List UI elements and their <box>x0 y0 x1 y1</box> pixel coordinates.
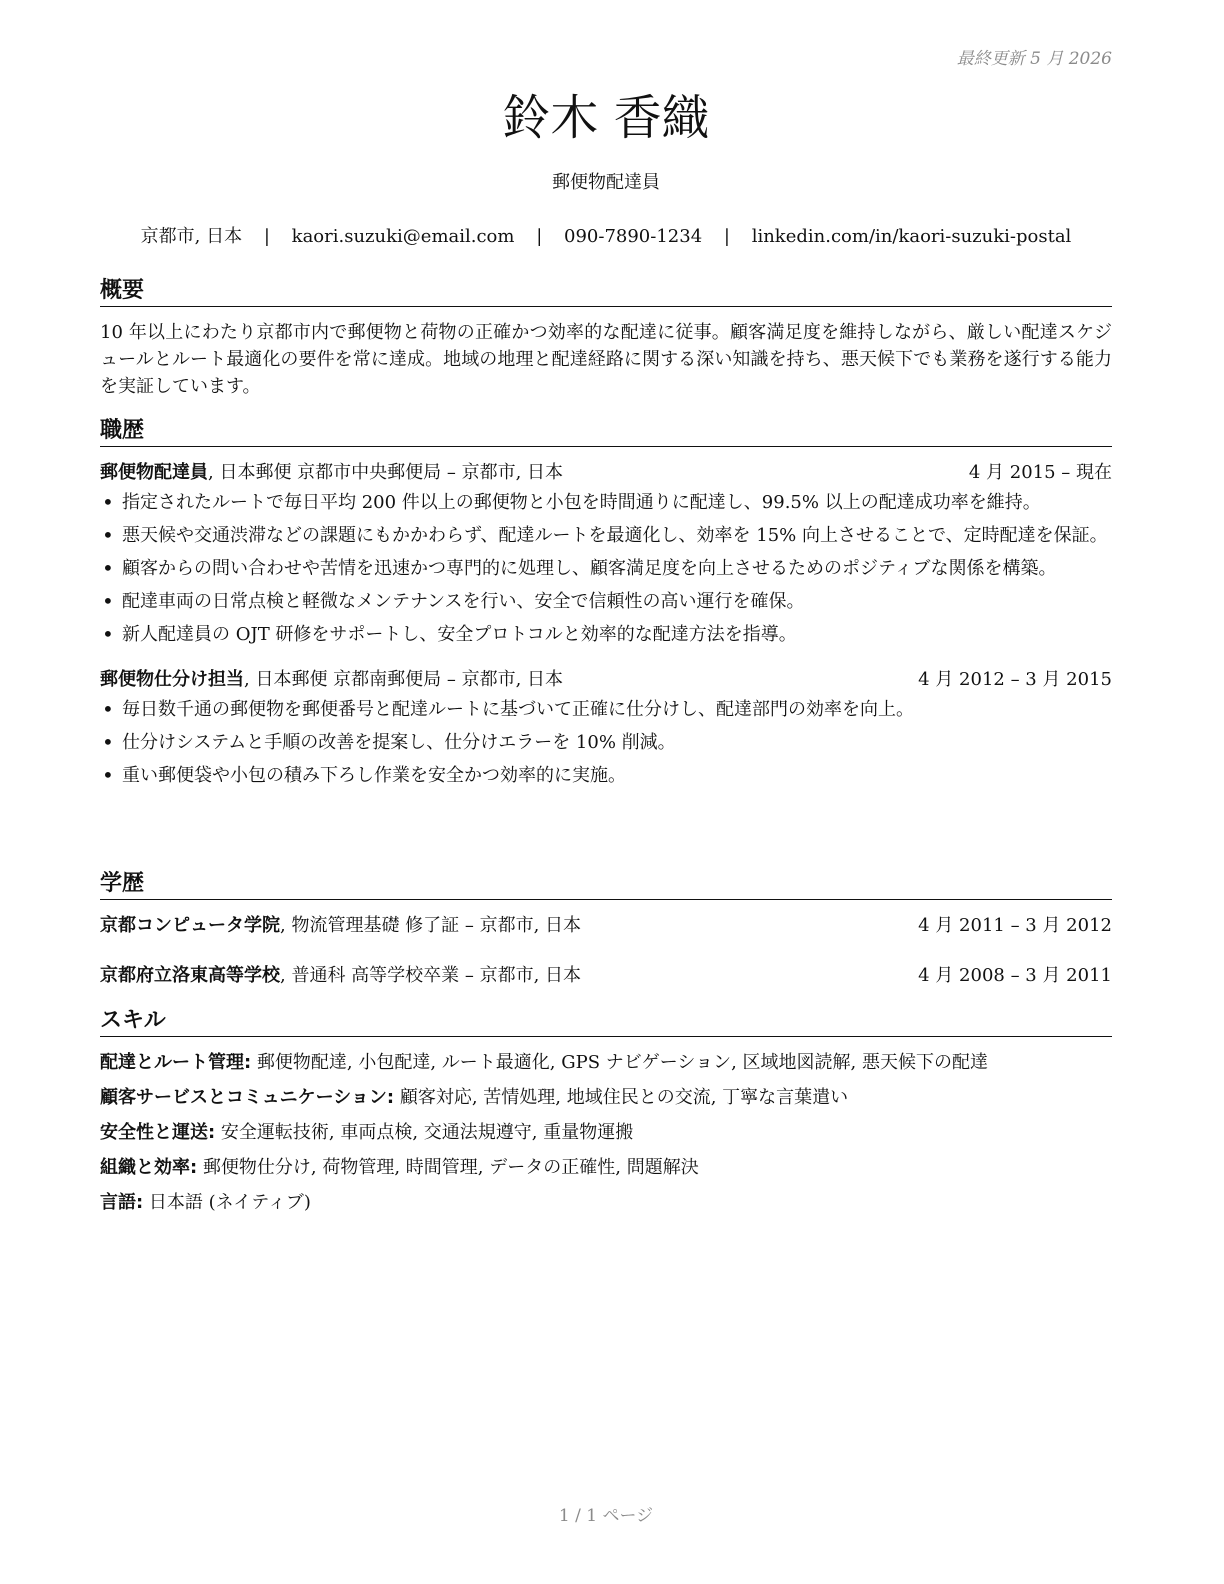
school-detail: , 物流管理基礎 修了証 – 京都市, 日本 <box>280 915 582 936</box>
skill-value: 日本語 (ネイティブ) <box>143 1192 311 1213</box>
candidate-name: 鈴木 香織 <box>502 90 710 146</box>
job-bullets <box>100 696 1112 789</box>
experience-entry <box>100 459 1112 648</box>
skill-row <box>100 1154 1112 1181</box>
section-heading-experience: 職歴 <box>100 416 1112 447</box>
skill-label: 安全性と運送: <box>100 1122 216 1143</box>
school-name: 京都府立洛東高等学校 <box>100 965 280 986</box>
contact-linkedin[interactable]: linkedin.com/in/kaori-suzuki-postal <box>751 226 1072 247</box>
education-section <box>100 869 1112 990</box>
contact-separator: | <box>723 226 730 247</box>
skill-row <box>100 1119 1112 1146</box>
education-entry <box>100 912 1112 940</box>
entry-header <box>100 459 1112 487</box>
job-role: 郵便物仕分け担当 <box>100 669 244 690</box>
skill-label: 配達とルート管理: <box>100 1052 252 1073</box>
experience-section <box>100 416 1112 795</box>
job-role: 郵便物配達員 <box>100 462 208 483</box>
skill-value: 安全運転技術, 車両点検, 交通法規遵守, 重量物運搬 <box>215 1122 634 1143</box>
page-indicator: 1 / 1 ページ <box>558 1506 654 1526</box>
section-heading-summary: 概要 <box>100 276 1112 307</box>
entry-title <box>100 962 581 990</box>
job-org: , 日本郵便 京都南郵便局 – 京都市, 日本 <box>244 669 564 690</box>
contact-location: 京都市, 日本 <box>140 226 243 247</box>
experience-entry <box>100 666 1112 789</box>
skills-section <box>100 1006 1112 1224</box>
entry-header <box>100 666 1112 694</box>
bullet-item: • 仕分けシステムと手順の改善を提案し、仕分けエラーを 10% 削減。 <box>122 729 1112 756</box>
bullet-item: • 配達車両の日常点検と軽微なメンテナンスを行い、安全で信頼性の高い運行を確保。 <box>122 588 1112 615</box>
skill-label: 顧客サービスとコミュニケーション: <box>100 1087 395 1108</box>
education-entry <box>100 962 1112 990</box>
candidate-title: 郵便物配達員 <box>552 172 660 193</box>
section-heading-skills: スキル <box>100 1006 1112 1037</box>
entry-title <box>100 912 581 940</box>
contact-separator: | <box>263 226 270 247</box>
bullet-item: • 指定されたルートで毎日平均 200 件以上の郵便物と小包を時間通りに配達し、99.5% 以上の配達成功率を維持。 <box>122 489 1112 516</box>
summary-section <box>100 276 1112 400</box>
job-dates: 4 月 2015 – 現在 <box>968 462 1112 483</box>
summary-text: 10 年以上にわたり京都市内で郵便物と荷物の正確かつ効率的な配達に従事。顧客満足度を維持しながら、厳しい配達スケジュールとルート最適化の要件を常に達成。地域の地理と配達経路に関する深い知識を持ち、悪天候下でも業務を遂行する能力を実証しています。 <box>100 322 1112 397</box>
skill-row <box>100 1189 1112 1216</box>
contact-phone[interactable]: 090-7890-1234 <box>564 226 703 247</box>
contact-email[interactable]: kaori.suzuki@email.com <box>291 226 515 247</box>
contact-line <box>100 224 1112 250</box>
skill-label: 組織と効率: <box>100 1157 198 1178</box>
education-dates: 4 月 2011 – 3 月 2012 <box>918 915 1112 936</box>
contact-separator: | <box>536 226 543 247</box>
entry-title <box>100 459 563 487</box>
entry-title <box>100 666 563 694</box>
skill-row <box>100 1049 1112 1076</box>
job-bullets <box>100 489 1112 648</box>
skill-value: 顧客対応, 苦情処理, 地域住民との交流, 丁寧な言葉遣い <box>394 1087 849 1108</box>
entry-header <box>100 912 1112 940</box>
bullet-item: • 顧客からの問い合わせや苦情を迅速かつ専門的に処理し、顧客満足度を向上させるためのポジティブな関係を構築。 <box>122 555 1112 582</box>
skill-value: 郵便物配達, 小包配達, ルート最適化, GPS ナビゲーション, 区域地図読解, 悪天候下の配達 <box>251 1052 988 1073</box>
skill-label: 言語: <box>100 1192 144 1213</box>
skill-row <box>100 1084 1112 1111</box>
bullet-item: • 悪天候や交通渋滞などの課題にもかかわらず、配達ルートを最適化し、効率を 15% 向上させることで、定時配達を保証。 <box>122 522 1112 549</box>
skill-value: 郵便物仕分け, 荷物管理, 時間管理, データの正確性, 問題解決 <box>197 1157 699 1178</box>
resume-page <box>100 0 1112 1584</box>
entry-header <box>100 962 1112 990</box>
job-org: , 日本郵便 京都市中央郵便局 – 京都市, 日本 <box>208 462 564 483</box>
school-detail: , 普通科 高等学校卒業 – 京都市, 日本 <box>280 965 582 986</box>
bullet-item: • 重い郵便袋や小包の積み下ろし作業を安全かつ効率的に実施。 <box>122 762 1112 789</box>
job-dates: 4 月 2012 – 3 月 2015 <box>918 669 1112 690</box>
bullet-item: • 毎日数千通の郵便物を郵便番号と配達ルートに基づいて正確に仕分けし、配達部門の効率を向上。 <box>122 696 1112 723</box>
bullet-item: • 新人配達員の OJT 研修をサポートし、安全プロトコルと効率的な配達方法を指導。 <box>122 621 1112 648</box>
school-name: 京都コンピュータ学院 <box>100 915 280 936</box>
last-updated: 最終更新 5 月 2026 <box>956 49 1112 69</box>
section-heading-education: 学歴 <box>100 869 1112 900</box>
education-dates: 4 月 2008 – 3 月 2011 <box>918 965 1112 986</box>
